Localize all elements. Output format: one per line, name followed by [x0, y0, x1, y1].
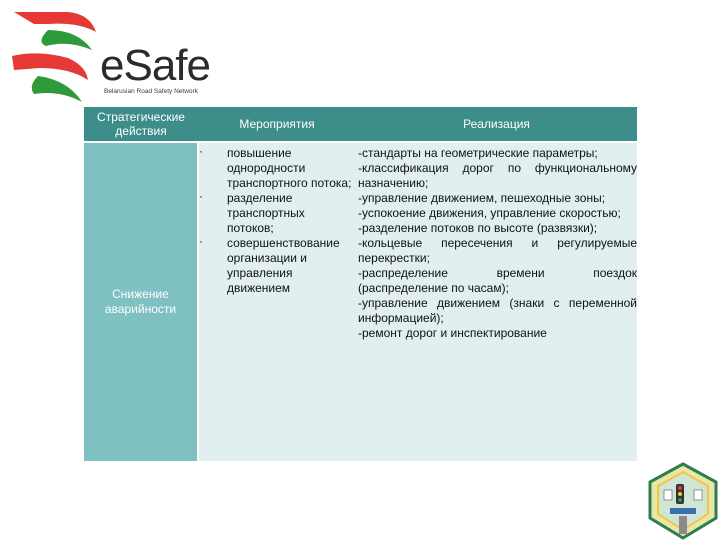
implementation-item: -разделение потоков по высоте (развязки); [358, 221, 598, 235]
table-row [84, 142, 637, 461]
brand-name: eSafe [100, 41, 210, 90]
implementation-list [356, 146, 637, 341]
implementation-cell [356, 142, 637, 461]
header-measures: Мероприятия [198, 107, 356, 142]
header-implementation: Реализация [356, 107, 637, 142]
strategy-table [84, 107, 637, 461]
road-safety-emblem-icon [646, 460, 720, 540]
implementation-item: -классификация дорог по функциональному назначению; [358, 161, 637, 190]
measure-item: · совершенствование организации и управления движением [199, 236, 352, 296]
implementation-item: -успокоение движения, управление скоростью; [358, 206, 621, 220]
measure-item: · повышение однородности транспортного потока; [199, 146, 352, 191]
header-strategy: Стратегические действия [84, 107, 198, 142]
implementation-item: -стандарты на геометрические параметры; [358, 146, 598, 160]
measures-list [199, 146, 356, 296]
strategy-cell: Снижение аварийности [84, 142, 198, 461]
implementation-item: -распределение времени поездок (распределение по часам); [358, 266, 637, 295]
implementation-item: -ремонт дорог и инспектирование [358, 326, 547, 340]
table-header-row [84, 107, 637, 142]
implementation-item: -управление движением (знаки с переменной информацией); [358, 296, 637, 325]
measures-cell [198, 142, 356, 461]
brand-tagline: Belarusian Road Safety Network [104, 88, 198, 95]
implementation-item: -кольцевые пересечения и регулируемые перекрестки; [358, 236, 637, 265]
implementation-item: -управление движением, пешеходные зоны; [358, 191, 606, 205]
measure-item: · разделение транспортных потоков; [199, 191, 352, 236]
logo-swoosh-icon [8, 6, 108, 110]
esafe-logo [8, 6, 218, 110]
